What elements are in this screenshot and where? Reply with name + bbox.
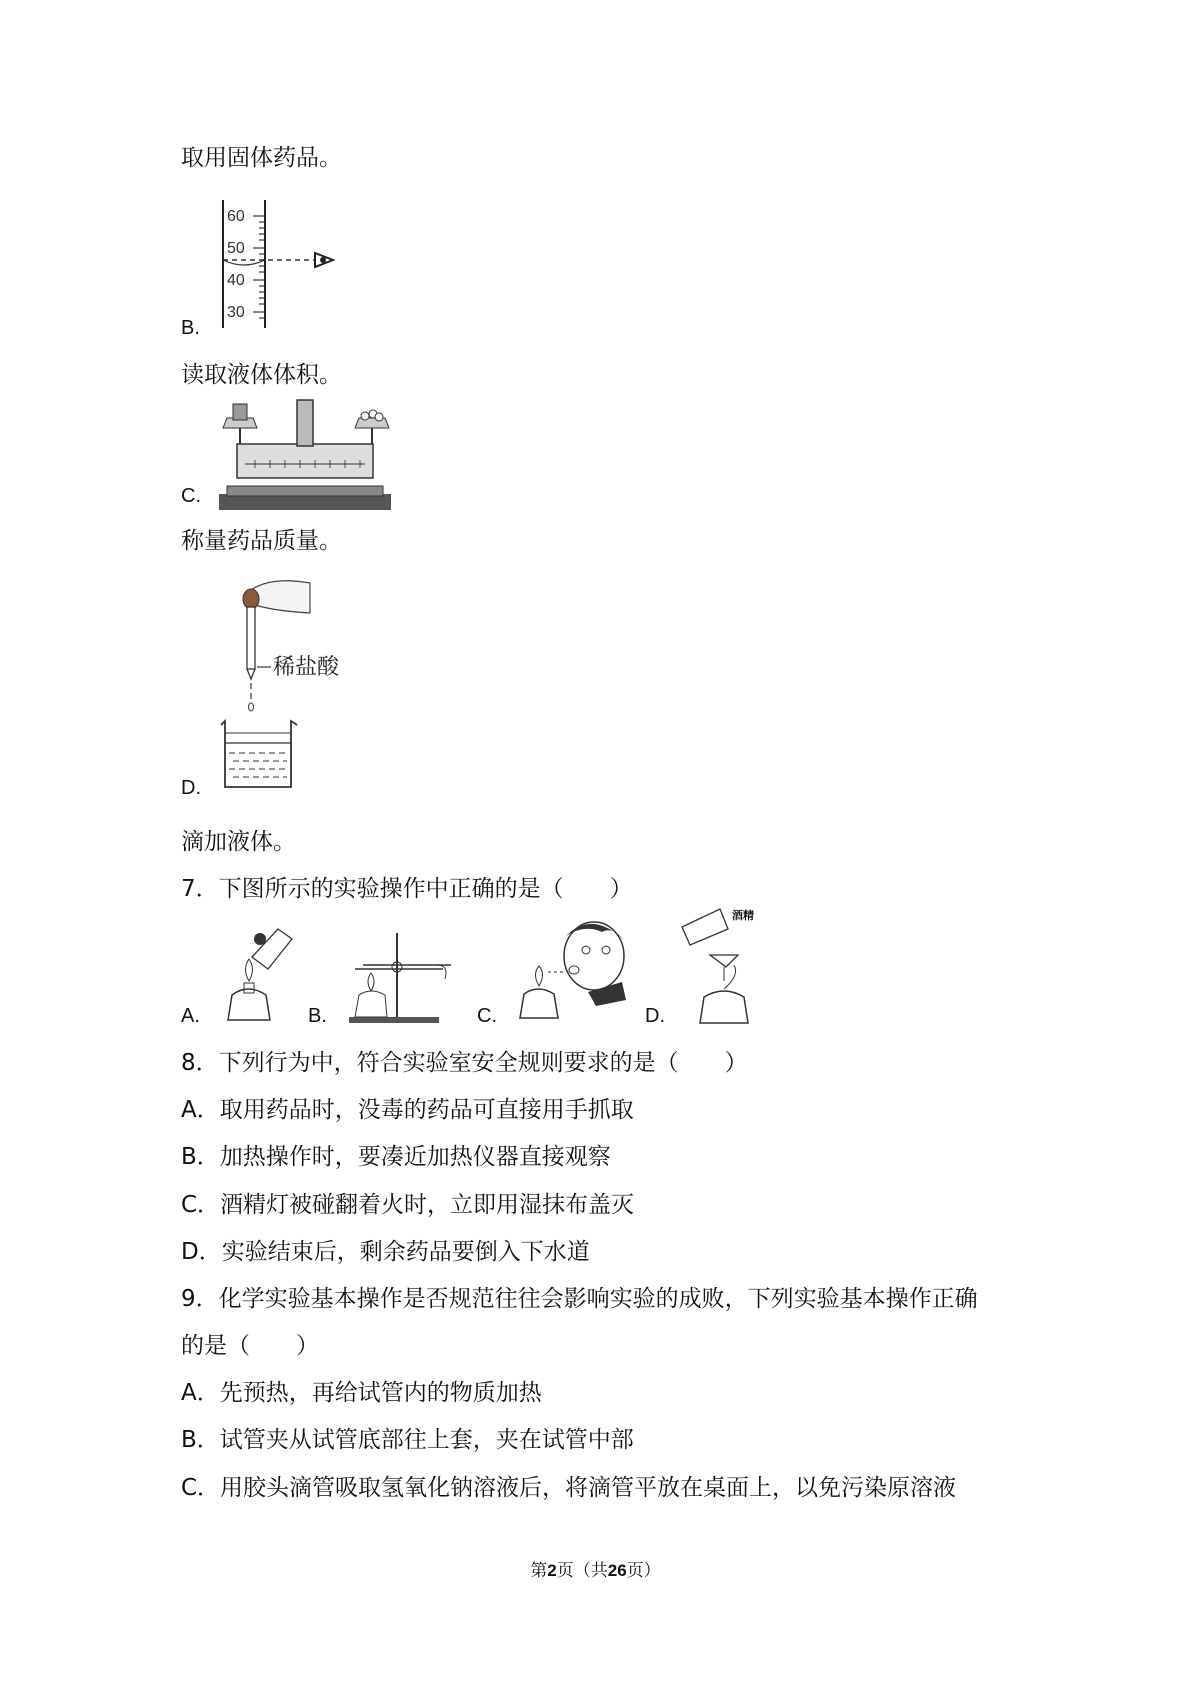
footer-middle: 页（共 <box>556 1561 608 1581</box>
q8-option-b: B．加热操作时，要凑近加热仪器直接观察 <box>181 1144 611 1170</box>
q6-c-caption: 称量药品质量。 <box>181 528 342 554</box>
footer-prefix: 第 <box>530 1561 548 1581</box>
bottle-label: 酒精 <box>732 909 754 922</box>
q7-option-d-label: D. <box>645 1005 665 1027</box>
dropper-label: 稀盐酸 <box>273 655 340 680</box>
q9-stem-line2: 的是（ ） <box>181 1333 319 1359</box>
q8-option-d: D．实验结束后，剩余药品要倒入下水道 <box>181 1239 590 1265</box>
q7-option-b-label: B. <box>308 1005 327 1027</box>
q6-c-label: C. <box>181 485 201 507</box>
q9-option-a: A．先预热，再给试管内的物质加热 <box>181 1380 542 1406</box>
q9-option-b: B．试管夹从试管底部往上套，夹在试管中部 <box>181 1427 634 1453</box>
footer-total-pages: 26 <box>607 1561 627 1580</box>
q7-option-c-label: C. <box>477 1005 497 1027</box>
q6-d-caption: 滴加液体。 <box>181 829 296 855</box>
balance-figure <box>215 398 395 514</box>
q9-option-c: C．用胶头滴管吸取氢氧化钠溶液后，将滴管平放在桌面上，以免污染原溶液 <box>181 1475 957 1501</box>
flame-icon <box>246 959 253 981</box>
q8-option-c: C．酒精灯被碰翻着火时，立即用湿抹布盖灭 <box>181 1192 635 1218</box>
q8-option-a: A．取用药品时，没毒的药品可直接用手抓取 <box>181 1097 634 1123</box>
tick-40: 40 <box>227 272 245 289</box>
q9-stem-line1: 9．化学实验基本操作是否规范往往会影响实验的成败，下列实验基本操作正确 <box>181 1286 978 1312</box>
footer-suffix: 页） <box>626 1561 661 1581</box>
q6-d-label: D. <box>181 777 201 799</box>
q7-d-figure <box>680 905 790 1027</box>
q7-b-figure <box>345 925 455 1025</box>
q7-stem: 7．下图所示的实验操作中正确的是（ ） <box>181 876 633 902</box>
tick-50: 50 <box>227 240 245 257</box>
flame-icon <box>536 966 543 986</box>
q7-c-figure <box>512 910 630 1020</box>
graduated-cylinder-figure <box>215 198 345 333</box>
tick-60: 60 <box>227 208 245 225</box>
alcohol-bottle-icon <box>682 909 728 945</box>
page-footer <box>0 1556 1191 1581</box>
footer-page-number: 2 <box>547 1561 557 1580</box>
q6-b-label: B. <box>181 317 200 339</box>
dropper-beaker-figure <box>215 575 365 795</box>
tick-30: 30 <box>227 304 245 321</box>
q6-a-caption: 取用固体药品。 <box>181 145 342 171</box>
q7-option-a-label: A. <box>181 1005 200 1027</box>
q8-stem: 8．下列行为中，符合实验室安全规则要求的是（ ） <box>181 1050 748 1076</box>
q6-b-caption: 读取液体体积。 <box>181 362 342 388</box>
q7-a-figure <box>220 925 305 1025</box>
